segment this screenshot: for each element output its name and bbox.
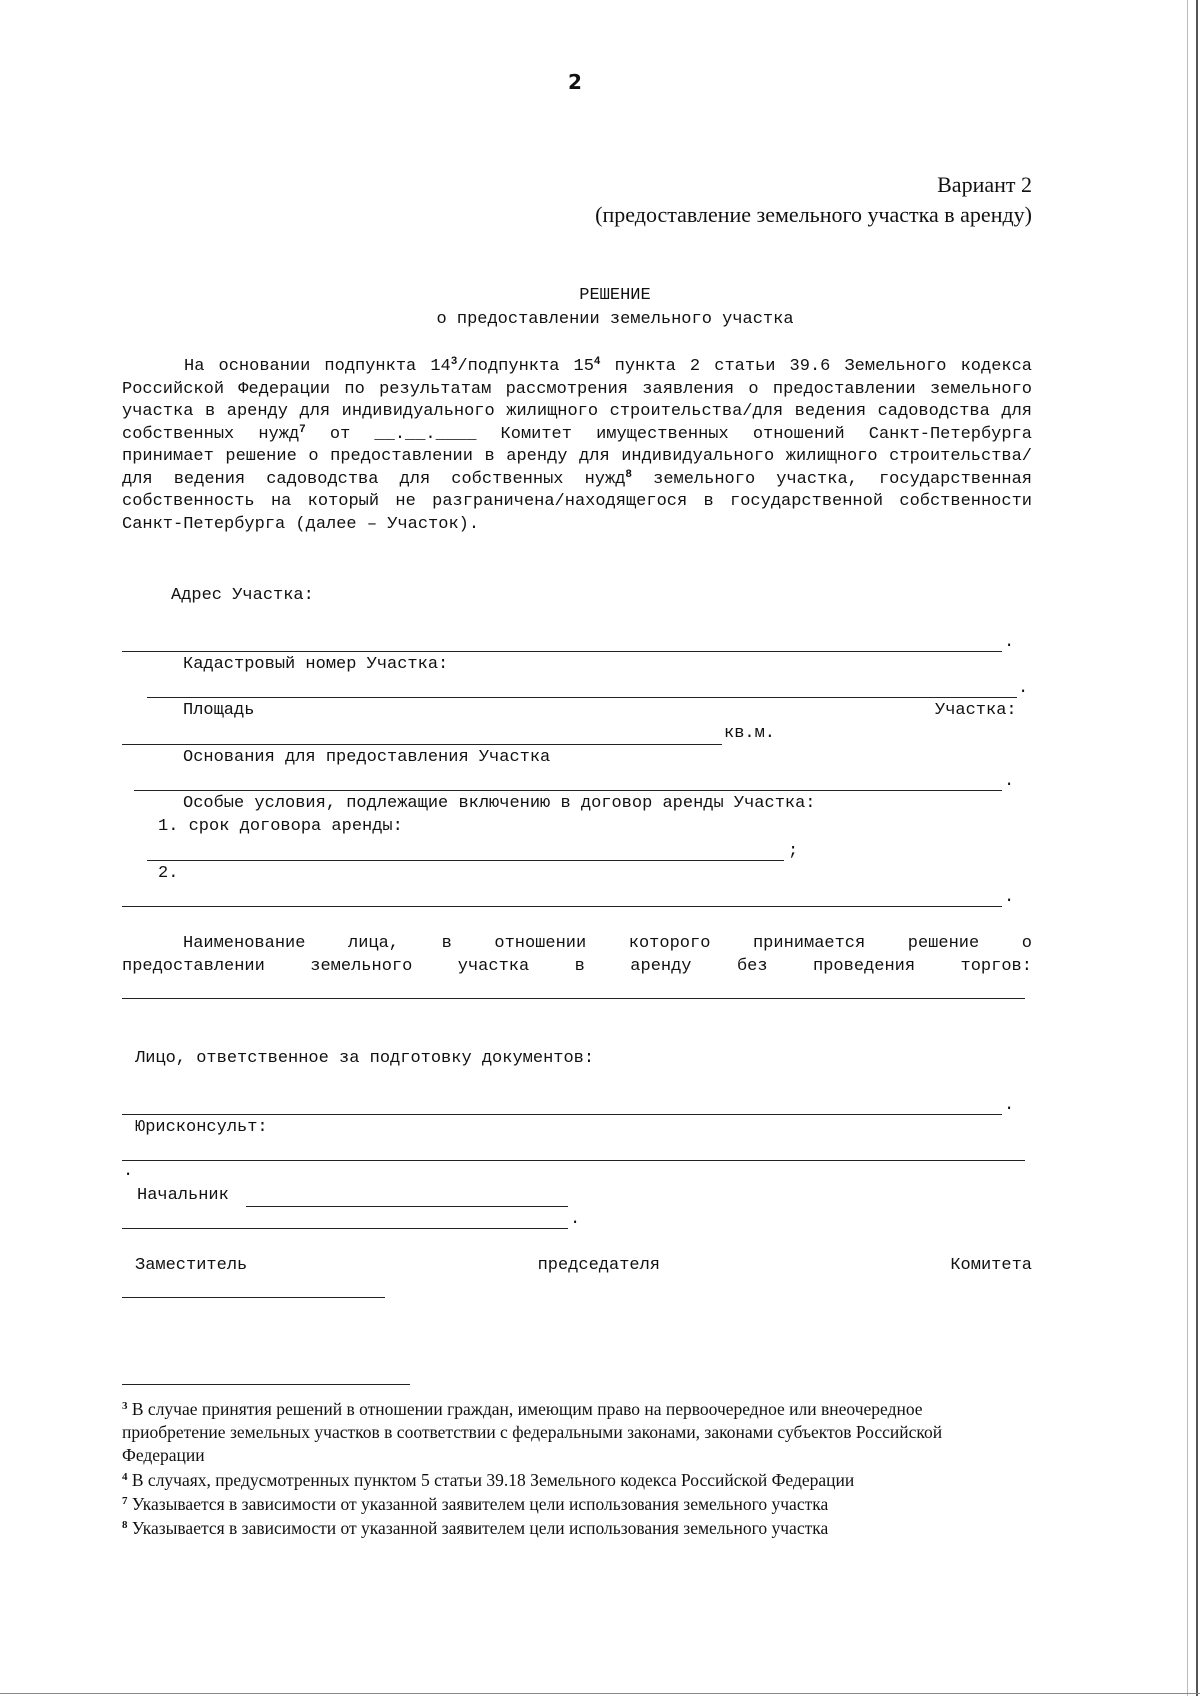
area-line[interactable] — [122, 744, 722, 745]
legal-advisor-line[interactable] — [122, 1160, 1025, 1161]
footnote-4: $^4$ В случаях, предусмотренных пунктом 5 статьи 39.18 Земельного кодекса Российской Федерации — [122, 1470, 855, 1490]
deputy-signature-line[interactable] — [122, 1297, 385, 1298]
decision-title: РЕШЕНИЕ — [579, 286, 651, 305]
page-number: 2 — [568, 70, 582, 94]
body-part-4: от __.__.____ Комитет имущественных отношений Санкт-Петербурга принимает решение о предоставлении в аренду для индивидуального жилищного строительства/для ведения садоводства для собственных нужд — [122, 424, 1032, 489]
area-label: Площадь — [183, 701, 255, 720]
decision-subtitle: о предоставлении земельного участка — [436, 310, 794, 329]
footnote-ref-7: 7 — [299, 423, 306, 436]
person-row-1: Наименование лица, в отношении которого принимается решение о — [183, 934, 1032, 953]
condition-2-label: 2. — [158, 864, 179, 883]
head-line-2[interactable] — [122, 1228, 568, 1229]
footnote-ref-4: 4 — [593, 356, 601, 368]
footnote-separator — [122, 1384, 410, 1385]
special-conditions-label: Особые условия, подлежащие включению в договор аренды Участка: — [183, 794, 816, 813]
variant-subtitle: (предоставление земельного участка в аренду) — [595, 202, 1032, 227]
legal-advisor-label: Юрисконсульт: — [135, 1118, 268, 1137]
cadastral-label: Кадастровый номер Участка: — [183, 655, 449, 674]
page-edge-bottom — [0, 1693, 1200, 1694]
footnote-3: $^3$ В случае принятия решений в отношении граждан, имеющим право на первоочередное или внеочередное приобретение земельных участков в соответствии с федеральными законами, законами субъектов Российской Федерации — [122, 1399, 943, 1465]
footnote-8: $^8$ Указывается в зависимости от указанной заявителем цели использования земельного участка — [122, 1518, 829, 1538]
responsible-label: Лицо, ответственное за подготовку документов: — [135, 1049, 595, 1068]
footnote-ref-3: 3 — [450, 356, 458, 368]
footnote-7: $^7$ Указывается в зависимости от указанной заявителем цели использования земельного участка — [122, 1494, 829, 1514]
body-part-5: земельного участка, государственная собственность на который не разграничена/находящегося в государственной собственности Санкт-Петербурга (далее – Участок). — [122, 469, 1032, 534]
condition-1-label: 1. срок договора аренды: — [158, 817, 403, 836]
page-edge-right-inner — [1187, 0, 1188, 1696]
grounds-label: Основания для предоставления Участка — [183, 748, 551, 767]
lease-term-line[interactable] — [147, 860, 784, 861]
condition-2-line[interactable] — [122, 906, 1002, 907]
area-label-right: Участка: — [935, 701, 1017, 720]
head-line[interactable] — [246, 1206, 568, 1207]
head-label: Начальник — [137, 1186, 229, 1205]
cadastral-line[interactable] — [147, 697, 1017, 698]
page-edge-right — [1196, 0, 1198, 1696]
person-row-2: предоставлении земельного участка в аренду без проведения торгов: — [122, 957, 1032, 976]
body-part-1: На основании подпункта 14 — [184, 357, 451, 376]
footnote-ref-8: 8 — [625, 468, 633, 481]
body-part-3: пункта 2 статьи 39.6 Земельного кодекса Российской Федерации по результатам рассмотрения заявления о предоставлении земельного участка в аренду для индивидуального жилищного строительства/для ведения садоводства для собственных нужд — [122, 357, 1033, 444]
grounds-line[interactable] — [134, 790, 1002, 791]
address-line[interactable] — [122, 651, 1002, 652]
variant-title: Вариант 2 — [937, 172, 1032, 197]
address-label: Адрес Участка: — [171, 586, 314, 605]
decision-body — [122, 356, 1032, 536]
deputy-row: Заместитель председателя Комитета — [135, 1256, 1032, 1275]
body-part-2: /подпункта 15 — [457, 357, 594, 376]
responsible-line[interactable] — [122, 1114, 1002, 1115]
document-page: 2 Вариант 2 (предоставление земельного участка в аренду) РЕШЕНИЕ о предоставлении земельного участка На основании подпункта $14^3$/подпункта $15^4$ пункта 2 статьи 39.6 Земельного кодекса Российской Федерации по результатам рассмотрения заявления о предоставлении земельного участка в аренду для индивидуального жилищного строительства/для ведения садоводства для собственных нужд$^7$ от __.__.____ Комитет имущественных отношений Санкт-Петербурга принимает решение о предоставлении в аренду для индивидуального жилищного строительства/для ведения садоводства для собственных нужд$^8$ земельного участка, государственная собственность на который не разграничена/находящегося в государственной собственности Санкт-Петербурга (далее – Участок). Адрес Участка: . Кадастровый номер Участка: . Площадь Участка: кв.м. Основания для предоставления Участка . Особые условия, подлежащие включению в договор аренды Участка: 1. срок договора аренды: ; 2. . Наименование лица, в отношении которого принимается решение о предоставлении земельного участка в аренду без проведения торгов: Лицо, ответственное за подготовку документов: . Юрисконсульт: . Начальник . Заместитель председателя Комитета $^3$ В случае принятия решений в отношении граждан, имеющим право на первоочередное или внеочередное приобретение земельных участков в соответствии с федеральными законами, законами субъектов Российской Федерации $^4$ В случаях, предусмотренных пунктом 5 статьи 39.18 Земельного кодекса Российской Федерации $^7$ Указывается в зависимости от указанной заявителем цели использования земельного участка $^8$ Указывается в зависимости от указанной заявителем цели использования земельного участка — [0, 0, 1200, 1696]
area-unit: кв.м. — [724, 724, 776, 743]
person-name-line[interactable] — [122, 998, 1025, 999]
